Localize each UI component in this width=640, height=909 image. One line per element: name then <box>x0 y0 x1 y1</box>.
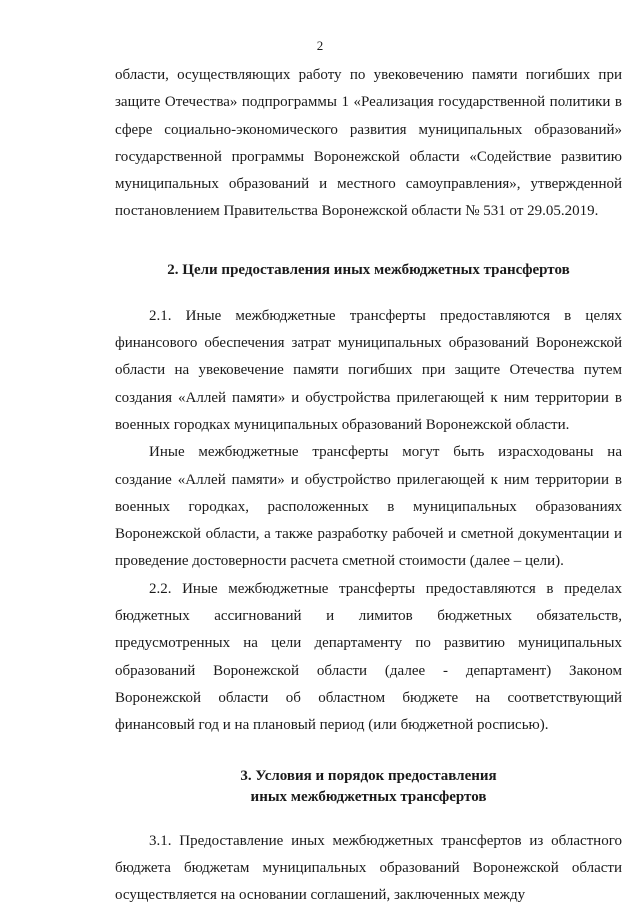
paragraph-2-1-continued: Иные межбюджетные трансферты могут быть израсходованы на создание «Аллей памяти» и обустройство прилегающей к ним территории в военных городках, расположенных в муниципальных образованиях Воронежской области, а также разработку рабочей и сметной документации и проведение достоверности расчета сметной стоимости (далее – цели). <box>115 444 622 570</box>
section-3-heading <box>115 766 622 808</box>
page-number: 2 <box>316 38 324 53</box>
section-3-heading-line-1: 3. Условия и порядок предоставления <box>240 767 497 784</box>
section-2-heading: 2. Цели предоставления иных межбюджетных трансфертов <box>167 261 570 278</box>
paragraph-3-1: 3.1. Предоставление иных межбюджетных трансфертов из областного бюджета бюджетам муниципальных образований Воронежской области осуществляется на основании соглашений, заключенных между <box>115 832 622 904</box>
document-body <box>115 62 622 909</box>
intro-paragraph: области, осуществляющих работу по увековечению памяти погибших при защите Отечества» подпрограммы 1 «Реализация государственной политики в сфере социально-экономического развития муниципальных образований» государственной программы Воронежской области «Содействие развитию муниципальных образований и местного самоуправления», утвержденной постановлением Правительства Воронежской области № 531 от 29.05.2019. <box>115 67 622 220</box>
section-3-heading-line-2: иных межбюджетных трансфертов <box>250 788 487 805</box>
paragraph-2-1: 2.1. Иные межбюджетные трансферты предоставляются в целях финансового обеспечения затрат муниципальных образований Воронежской области на увековечение памяти погибших при защите Отечества путем создания «Аллей памяти» и обустройства прилегающей к ним территории в военных городках муниципальных образований Воронежской области. <box>115 307 622 433</box>
paragraph-2-2: 2.2. Иные межбюджетные трансферты предоставляются в пределах бюджетных ассигнований и лимитов бюджетных обязательств, предусмотренных на цели департаменту по развитию муниципальных образований Воронежской области (далее - департамент) Законом Воронежской области об областном бюджете на соответствующий финансовый год и на плановый период (или бюджетной росписью). <box>115 580 622 734</box>
